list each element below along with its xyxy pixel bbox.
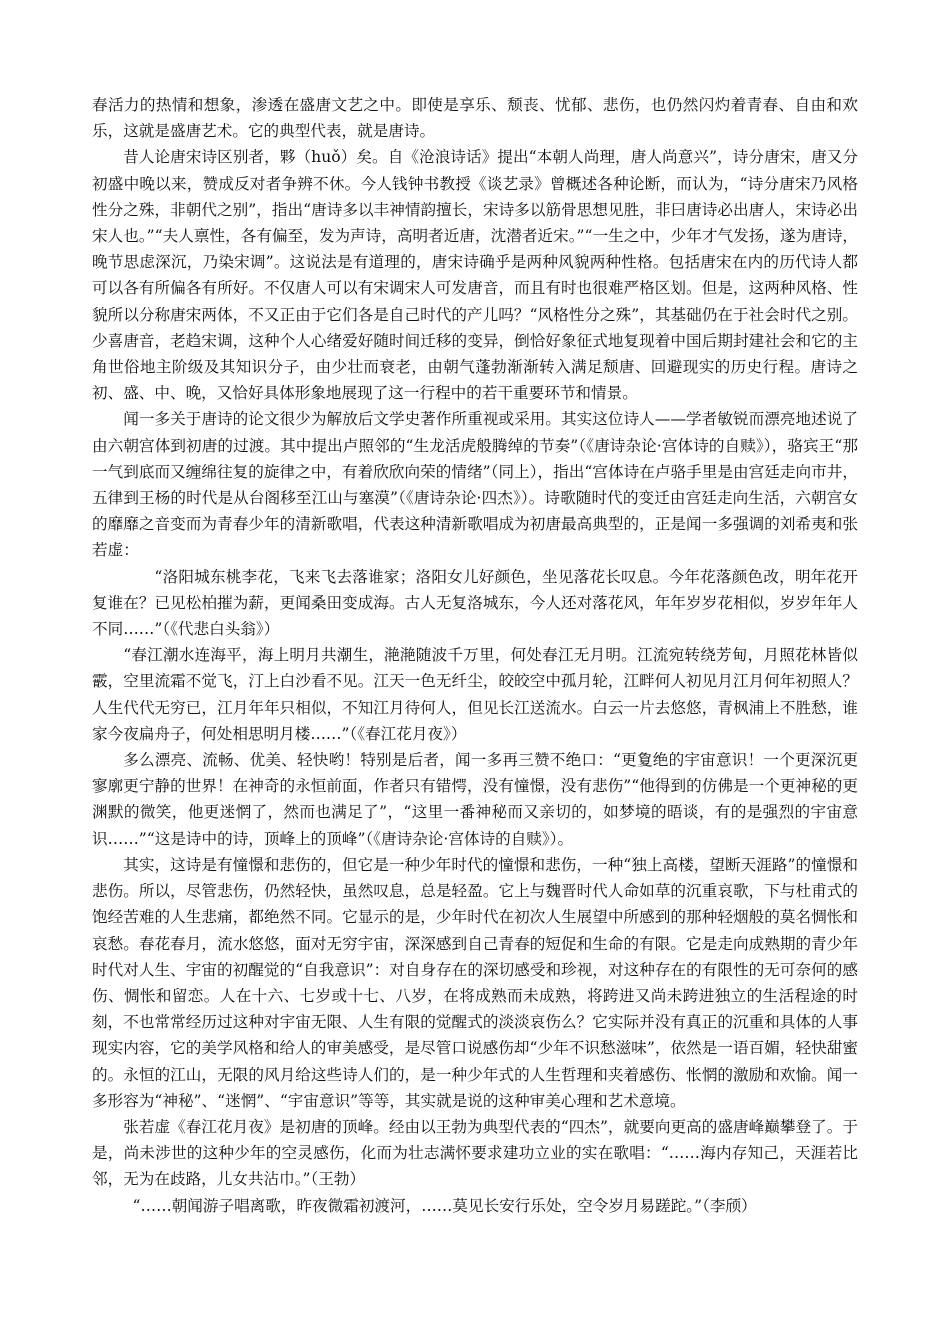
quote-chunjiang-huayue-ye: “春江潮水连海平，海上明月共潮生，滟滟随波千万里，何处春江无月明。江流宛转绕芳甸，月照花林皆似霰，空里流霜不觉飞，汀上白沙看不见。江天一色无纤尘，皎皎空中孤月轮，江畔何人初见月江月何年初照人？人生代代无穷已，江月年年只相似，不知江月待何人，但见长江送流水。白云一片去悠悠，青枫浦上不胜愁，谁家今夜扁舟子，何处相思明月楼……”（《春江花月夜》） [92, 646, 858, 743]
paragraph-wen-praise: 多么漂亮、流畅、优美、轻快哟！特别是后者，闻一多再三赞不绝口：“更夐绝的宇宙意识！一个更深沉更寥廓更宁静的世界！在神奇的永恒前面，作者只有错愕，没有憧憬，没有悲伤”“他得到的仿佛是一个更神秘的更渊默的微笑，他更迷惘了，然而也满足了”，“这里一番神秘而又亲切的，如梦境的晤谈，有的是强烈的宇宙意识……”“这是诗中的诗，顶峰上的顶峰”（《唐诗杂论·宫体诗的自赎》）。 [92, 751, 858, 848]
paragraph-wen-yiduo: 闻一多关于唐诗的论文很少为解放后文学史著作所重视或采用。其实这位诗人——学者敏锐而漂亮地述说了由六朝宫体到初唐的过渡。其中提出卢照邻的“生龙活虎般腾绰的节奏”（《唐诗杂论·宫体诗的自赎》），骆宾王“那一气到底而又缠绵往复的旋律之中，有着欣欣向荣的情绪”（同上），指出“宫体诗在卢骆手里是由宫廷走向市井，五律到王杨的时代是从台阁移至江山与塞漠”（《唐诗杂论·四杰》）。诗歌随时代的变迁由宫廷走向生活，六朝宫女的靡靡之音变而为青春少年的清新歌唱，代表这种清新歌唱成为初唐最高典型的，正是闻一多强调的刘希夷和张若虚： [92, 410, 858, 560]
paragraph-peak-of-early-tang: 张若虚《春江花月夜》是初唐的顶峰。经由以王勃为典型代表的“四杰”，就要向更高的盛唐峰巅攀登了。于是，尚未涉世的这种少年的空灵感伤，化而为壮志满怀要求建功立业的实在歌唱：“……海内存知己，天涯若比邻，无为在歧路，儿女共沾巾。”（王勃） [92, 1117, 858, 1189]
paragraph-tang-poetry-intro: 春活力的热情和想象，渗透在盛唐文艺之中。即使是享乐、颓丧、忧郁、悲伤，也仍然闪灼着青春、自由和欢乐，这就是盛唐艺术。它的典型代表，就是唐诗。 [92, 96, 858, 141]
paragraph-tang-song-distinction: 昔人论唐宋诗区别者，夥（huǒ）矣。自《沧浪诗话》提出“本朝人尚理，唐人尚意兴”，诗分唐宋，唐又分初盛中晚以来，赞成反对者争辨不休。今人钱钟书教授《谈艺录》曾概述各种论断，而认为，“诗分唐宋乃风格性分之殊，非朝代之别”，指出“唐诗多以丰神情韵擅长，宋诗多以筋骨思想见胜，非曰唐诗必出唐人，宋诗必出宋人也。”“夫人禀性，各有偏至，发为声诗，高明者近唐，沈潜者近宋。”“一生之中，少年才气发扬，遂为唐诗，晚节思虑深沉，乃染宋调”。这说法是有道理的，唐宋诗确乎是两种风貌两种性格。包括唐宋在内的历代诗人都可以各有所偏各有所好。不仅唐人可以有宋调宋人可发唐音，而且有时也很难严格区划。但是，这两种风格、性貌所以分称唐宋两体，不又正由于它们各是自己时代的产儿吗？“风格性分之殊”，其基础仍在于社会时代之别。少喜唐音，老趋宋调，这种个人心绪爱好随时间迁移的变异，倒恰好象征式地复现着中国后期封建社会和它的主角世俗地主阶级及其知识分子，由少壮而衰老，由朝气蓬勃渐渐转入满足颓唐、回避现实的历史行程。唐诗之初、盛、中、晚，又恰好具体形象地展现了这一行程中的若干重要环节和情景。 [92, 148, 858, 403]
paragraph-youthful-melancholy: 其实，这诗是有憧憬和悲伤的，但它是一种少年时代的憧憬和悲伤，一种“独上高楼，望断天涯路”的憧憬和悲伤。所以，尽管悲伤，仍然轻快，虽然叹息，总是轻盈。它上与魏晋时代人命如草的沉重哀歌，下与杜甫式的饱经苦难的人生悲痛，都绝然不同。它显示的是，少年时代在初次人生展望中所感到的那种轻烟般的莫名惆怅和哀愁。春花春月，流水悠悠，面对无穷宇宙，深深感到自己青春的短促和生命的有限。它是走向成熟期的青少年时代对人生、宇宙的初醒觉的“自我意识”：对自身存在的深切感受和珍视，对这种存在的有限性的无可奈何的感伤、惆怅和留恋。人在十六、七岁或十七、八岁，在将成熟而未成熟，将跨进又尚未跨进独立的生活程途的时刻，不也常常经历过这种对宇宙无限、人生有限的觉醒式的淡淡哀伤么？它实际并没有真正的沉重和具体的人事现实内容，它的美学风格和给人的审美感受，是尽管口说感伤却“少年不识愁滋味”，依然是一语百媚，轻快甜蜜的。永恒的江山，无限的风月给这些诗人们的，是一种少年式的人生哲理和夹着感伤、怅惘的激励和欢愉。闻一多形容为“神秘”、“迷惘”、“宇宙意识”等等，其实就是说的这种审美心理和艺术意境。 [92, 855, 858, 1110]
quote-li-qi: “……朝闻游子唱离歌，昨夜微霜初渡河，……莫见长安行乐处，空令岁月易蹉跎。”（李颀） [132, 1196, 757, 1215]
quote-dai-bei-baitou-weng: “洛阳城东桃李花，飞来飞去落谁家；洛阳女儿好颜色，坐见落花长叹息。今年花落颜色改，明年花开复谁在？已见松柏摧为薪，更闻桑田变成海。古人无复洛城东，今人还对落花风，年年岁岁花相似，岁岁年年人不同……”（《代悲白头翁》） [92, 567, 858, 639]
